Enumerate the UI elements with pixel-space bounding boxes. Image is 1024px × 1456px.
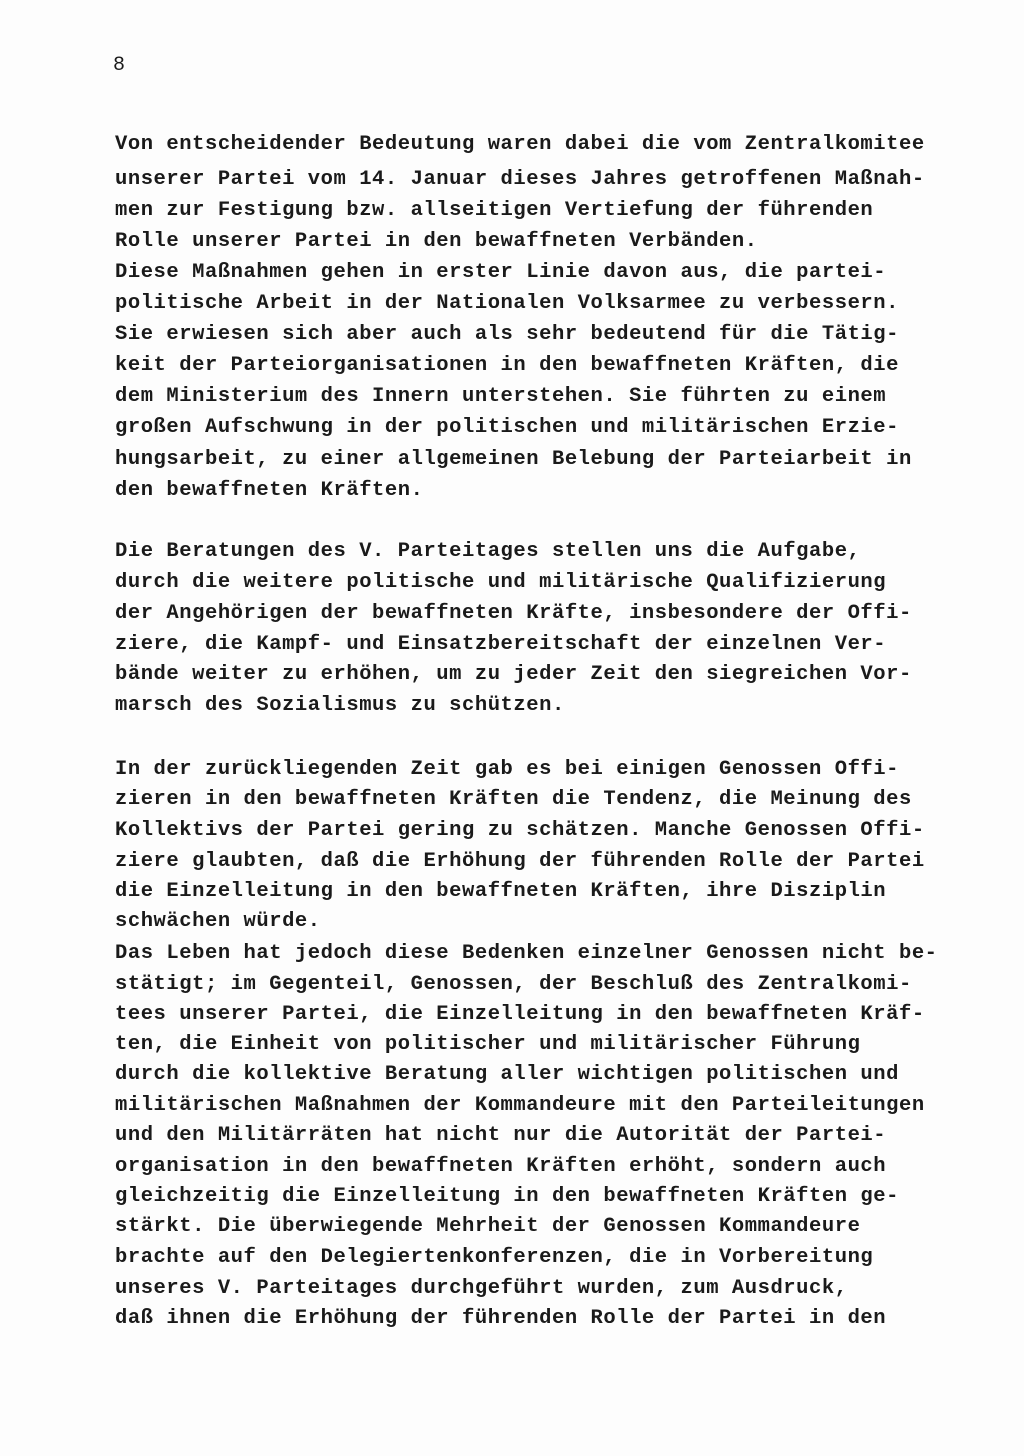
text-line: ten, die Einheit von politischer und militärischer Führung xyxy=(115,1033,861,1056)
text-line: Das Leben hat jedoch diese Bedenken einzelner Genossen nicht be- xyxy=(115,942,938,965)
text-line: tees unserer Partei, die Einzelleitung in den bewaffneten Kräf- xyxy=(115,1003,925,1026)
text-line: militärischen Maßnahmen der Kommandeure mit den Parteileitungen xyxy=(115,1094,925,1117)
text-line: durch die weitere politische und militärische Qualifizierung xyxy=(115,571,887,594)
text-line: men zur Festigung bzw. allseitigen Vertiefung der führenden xyxy=(115,199,874,222)
text-line: daß ihnen die Erhöhung der führenden Rolle der Partei in den xyxy=(115,1307,887,1330)
text-line: organisation in den bewaffneten Kräften erhöht, sondern auch xyxy=(115,1155,887,1178)
text-line: hungsarbeit, zu einer allgemeinen Belebung der Parteiarbeit in xyxy=(115,448,912,471)
text-line: der Angehörigen der bewaffneten Kräfte, insbesondere der Offi- xyxy=(115,602,912,625)
text-line: politische Arbeit in der Nationalen Volksarmee zu verbessern. xyxy=(115,292,899,315)
text-line: dem Ministerium des Innern unterstehen. Sie führten zu einem xyxy=(115,385,887,408)
text-line: Rolle unserer Partei in den bewaffneten Verbänden. xyxy=(115,230,758,253)
text-line: Sie erwiesen sich aber auch als sehr bedeutend für die Tätig- xyxy=(115,323,899,346)
text-line: ziere glaubten, daß die Erhöhung der führenden Rolle der Partei xyxy=(115,850,925,873)
text-line: Kollektivs der Partei gering zu schätzen. Manche Genossen Offi- xyxy=(115,819,925,842)
text-line: und den Militärräten hat nicht nur die Autorität der Partei- xyxy=(115,1124,887,1147)
text-line: durch die kollektive Beratung aller wichtigen politischen und xyxy=(115,1063,899,1086)
text-line: stärkt. Die überwiegende Mehrheit der Genossen Kommandeure xyxy=(115,1215,861,1238)
text-line: den bewaffneten Kräften. xyxy=(115,479,424,502)
text-line: ziere, die Kampf- und Einsatzbereitschaft der einzelnen Ver- xyxy=(115,633,887,656)
text-line: keit der Parteiorganisationen in den bewaffneten Kräften, die xyxy=(115,354,899,377)
text-line: Die Beratungen des V. Parteitages stellen uns die Aufgabe, xyxy=(115,540,861,563)
text-line: In der zurückliegenden Zeit gab es bei einigen Genossen Offi- xyxy=(115,758,899,781)
text-line: großen Aufschwung in der politischen und militärischen Erzie- xyxy=(115,416,899,439)
text-line: zieren in den bewaffneten Kräften die Tendenz, die Meinung des xyxy=(115,788,912,811)
page-number: 8 xyxy=(113,54,126,77)
text-line: Diese Maßnahmen gehen in erster Linie davon aus, die partei- xyxy=(115,261,887,284)
text-line: bände weiter zu erhöhen, um zu jeder Zeit den siegreichen Vor- xyxy=(115,663,912,686)
text-line: unserer Partei vom 14. Januar dieses Jahres getroffenen Maßnah- xyxy=(115,168,925,191)
text-line: unseres V. Parteitages durchgeführt wurden, zum Ausdruck, xyxy=(115,1277,848,1300)
text-line: die Einzelleitung in den bewaffneten Kräften, ihre Disziplin xyxy=(115,880,887,903)
text-line: stätigt; im Gegenteil, Genossen, der Beschluß des Zentralkomi- xyxy=(115,973,912,996)
text-line: marsch des Sozialismus zu schützen. xyxy=(115,694,565,717)
text-line: gleichzeitig die Einzelleitung in den bewaffneten Kräften ge- xyxy=(115,1185,899,1208)
text-line: brachte auf den Delegiertenkonferenzen, die in Vorbereitung xyxy=(115,1246,874,1269)
text-line: schwächen würde. xyxy=(115,910,321,933)
text-line: Von entscheidender Bedeutung waren dabei die vom Zentralkomitee xyxy=(115,133,925,156)
